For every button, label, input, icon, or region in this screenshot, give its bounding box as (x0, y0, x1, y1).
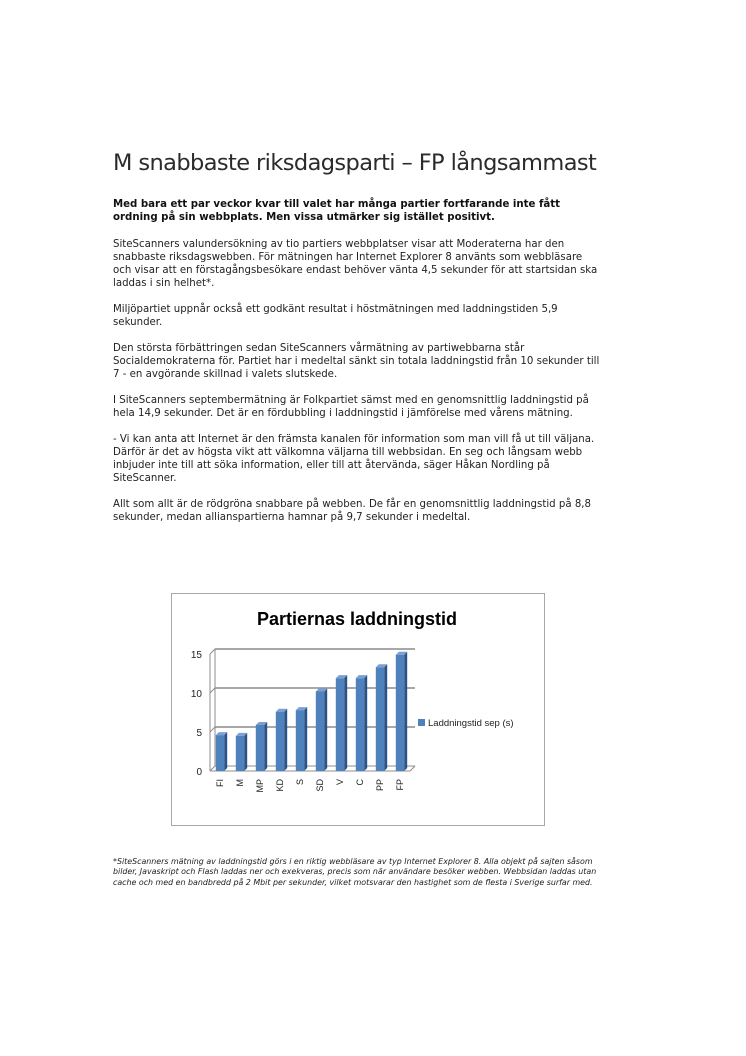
legend-swatch (418, 719, 425, 726)
bar-side (284, 709, 287, 771)
paragraph-6: Allt som allt är de rödgröna snabbare på webben. De får en genomsnittlig laddningstid på 8,8 sekunder, medan allianspartierna hamnar på 9,7 sekunder i medeltal. (113, 499, 592, 523)
x-tick-label: PP (375, 779, 385, 792)
bar-chart (172, 594, 544, 825)
gridline-depth (210, 766, 215, 771)
bar (296, 710, 304, 771)
x-tick-label: C (355, 779, 365, 786)
y-tick-label: 0 (196, 767, 202, 778)
bar-side (404, 652, 407, 771)
bar-side (384, 664, 387, 771)
bar (236, 736, 244, 771)
legend-label: Laddningstid sep (s) (428, 718, 514, 729)
y-tick-label: 10 (190, 689, 202, 700)
article-lead: Med bara ett par veckor kvar till valet har många partier fortfarande inte fått ordning på sin webbplats. Men vissa utmärker sig istället positivt. (113, 199, 561, 223)
x-tick-label: FP (395, 779, 405, 791)
gridline-depth (210, 727, 215, 732)
bar (396, 655, 404, 771)
y-tick-label: 5 (196, 728, 202, 739)
chart-title: Partiernas laddningstid (256, 609, 458, 629)
gridline-depth (210, 649, 215, 654)
paragraph-2: Miljöpartiet uppnår också ett godkänt resultat i höstmätningen med laddningstiden 5,9 sekunder. (113, 304, 558, 328)
bar (336, 678, 344, 771)
paragraph-4: I SiteScanners septembermätning är Folkpartiet sämst med en genomsnittlig laddningstid på hela 14,9 sekunder. Det är en fördubbling i laddningstid i jämförelse med vårens mätning. (113, 395, 589, 419)
bar (316, 691, 324, 771)
bar-side (344, 675, 347, 771)
bar (376, 667, 384, 771)
bar-side (264, 722, 267, 771)
article-title: M snabbaste riksdagsparti – FP långsammast (113, 150, 597, 176)
gridline-depth (210, 688, 215, 693)
bar (356, 678, 364, 771)
x-tick-label: M (235, 779, 245, 787)
x-tick-label: SD (315, 779, 325, 792)
bar (276, 712, 284, 771)
paragraph-3: Den största förbättringen sedan SiteScanners vårmätning av partiwebbarna står Socialdemokraterna för. Partiet har i medeltal sänkt sin totala laddningstid från 10 sekunder till 7 - en avgörande skillnad i valets slutskede. (113, 343, 600, 380)
x-axis-depth (410, 766, 415, 771)
x-tick-label: FI (215, 779, 225, 787)
x-tick-label: V (335, 779, 345, 786)
x-tick-label: KD (275, 779, 285, 792)
bar-side (224, 732, 227, 771)
paragraph-5: - Vi kan anta att Internet är den främsta kanalen för information som man vill få ut till väljana. Därför är det av högsta vikt att välkomna väljarna till webbsidan. En seg och långsam webb inbjuder inte till att söka information, eller till att återvända, säger Håkan Nordling på SiteScanner. (113, 434, 595, 484)
bar-side (244, 733, 247, 771)
article (113, 150, 603, 537)
paragraph-1: SiteScanners valundersökning av tio partiers webbplatser visar att Moderaterna har den snabbaste riksdagswebben. För mätningen har Internet Explorer 8 använts som webbläsare och visar att en förstagångsbesökare endast behöver vänta 4,5 sekunder för att startsidan ska laddas i sin helhet*. (113, 239, 598, 289)
footnote: *SiteScanners mätning av laddningstid görs i en riktig webbläsare av typ Internet Explorer 8. Alla objekt på sajten såsom bilder, Javaskript och Flash laddas ner och exekveras, precis som när användare besöker webben. Webbsidan laddas utan cache och med en bandbredd på 2 Mbit per sekunder, vilket motsvarar den hastighet som de flesta i Sverige surfar med. (113, 857, 597, 887)
bar-side (364, 675, 367, 771)
bar-side (324, 688, 327, 771)
y-tick-label: 15 (190, 650, 202, 661)
x-tick-label: MP (255, 779, 265, 793)
bar-side (304, 707, 307, 771)
x-tick-label: S (295, 779, 305, 786)
chart-container (171, 593, 545, 826)
bar (256, 725, 264, 771)
bar (216, 735, 224, 771)
